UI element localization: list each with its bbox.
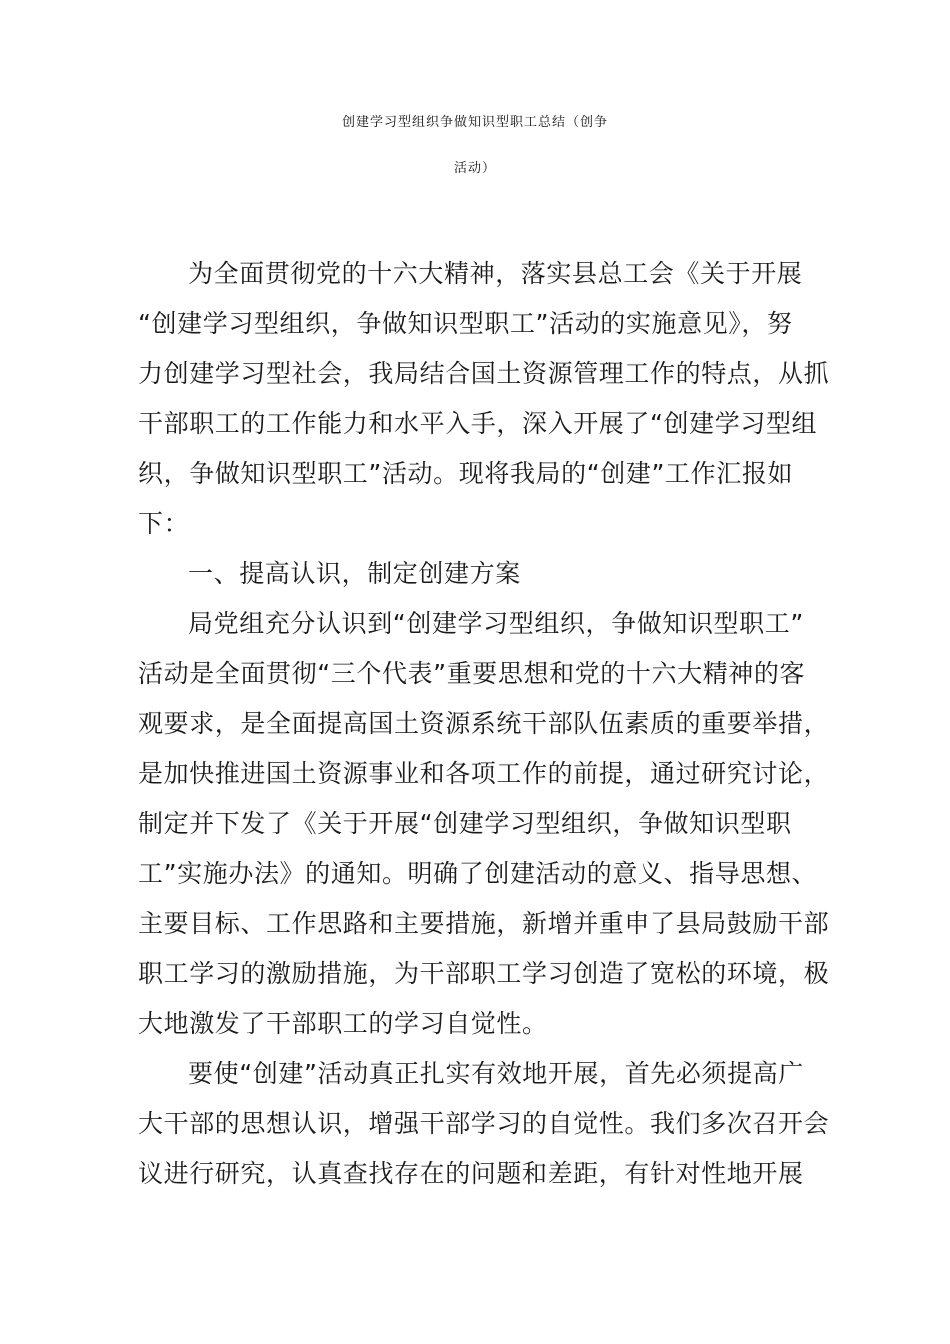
body-line-14: 主要目标、工作思路和主要措施，新增并重申了县局鼓励干部 <box>138 909 830 938</box>
body-line-11: 是加快推进国土资源事业和各项工作的前提，通过研究讨论， <box>138 759 830 788</box>
document-title-line-2: 活动） <box>453 161 496 176</box>
body-line-8: 局党组充分认识到“创建学习型组织，争做知识型职工” <box>188 609 804 638</box>
body-line-17: 要使“创建”活动真正扎实有效地开展，首先必须提高广 <box>188 1059 804 1088</box>
body-line-6: 下： <box>138 509 190 538</box>
body-line-2: “创建学习型组织，争做知识型职工”活动的实施意见》，努 <box>138 309 793 338</box>
body-line-18: 大干部的思想认识，增强干部学习的自觉性。我们多次召开会 <box>138 1109 830 1138</box>
body-line-10: 观要求，是全面提高国土资源系统干部队伍素质的重要举措， <box>138 709 830 738</box>
body-line-4: 干部职工的工作能力和水平入手，深入开展了“创建学习型组 <box>138 409 818 438</box>
body-line-19: 议进行研究，认真查找存在的问题和差距，有针对性地开展 <box>138 1159 804 1188</box>
body-line-5: 织，争做知识型职工”活动。现将我局的“创建”工作汇报如 <box>138 459 794 488</box>
body-line-9: 活动是全面贯彻“三个代表”重要思想和党的十六大精神的客 <box>138 659 806 688</box>
body-line-12: 制定并下发了《关于开展“创建学习型组织，争做知识型职 <box>138 809 792 838</box>
body-line-16: 大地激发了干部职工的学习自觉性。 <box>138 1009 548 1038</box>
body-line-13: 工”实施办法》的通知。明确了创建活动的意义、指导思想、 <box>138 859 818 888</box>
section-heading-1: 一、提高认识，制定创建方案 <box>188 559 521 588</box>
body-line-1: 为全面贯彻党的十六大精神，落实县总工会《关于开展 <box>188 259 803 288</box>
body-line-3: 力创建学习型社会，我局结合国土资源管理工作的特点，从抓 <box>138 359 830 388</box>
body-line-15: 职工学习的激励措施，为干部职工学习创造了宽松的环境，极 <box>138 959 830 988</box>
document-title-line-1: 创建学习型组织争做知识型职工总结（创争 <box>341 115 608 130</box>
